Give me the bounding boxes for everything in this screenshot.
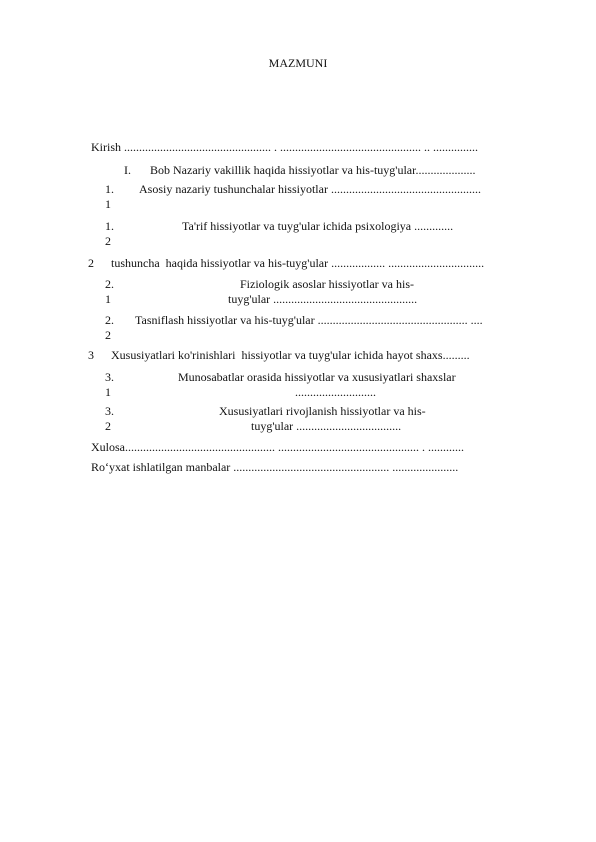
- toc-section-1-1-number: 1.: [105, 182, 114, 196]
- page-title: MAZMUNI: [268, 56, 328, 70]
- toc-entry-xulosa: Xulosa.................................................. ............................................... . ............: [91, 440, 464, 454]
- toc-chapter-1-number: I.: [124, 163, 131, 177]
- toc-section-2-2-title: Tasniflash hissiyotlar va his-tuyg'ular .................................................. ....: [135, 313, 483, 327]
- toc-chapter-3-title: Xususiyatlari ko'rinishlari hissiyotlar va tuyg'ular ichida hayot shaxs.........: [111, 348, 470, 362]
- toc-entry-kirish: Kirish ................................................. . ............................................... .. ...............: [91, 140, 478, 154]
- toc-section-1-1-title: Asosiy nazariy tushunchalar hissiyotlar ..................................................: [139, 182, 481, 196]
- toc-section-3-2-title: Xususiyatlari rivojlanish hissiyotlar va his-: [219, 404, 426, 418]
- toc-section-3-2-number: 3.: [105, 404, 114, 418]
- toc-chapter-1-title: Bob Nazariy vakillik haqida hissiyotlar va his-tuyg'ular....................: [150, 163, 476, 177]
- toc-section-3-2-title-cont: tuyg'ular ...................................: [251, 419, 402, 433]
- toc-section-1-2-title: Ta'rif hissiyotlar va tuyg'ular ichida psixologiya .............: [182, 219, 454, 233]
- toc-section-2-1-subnumber: 1: [105, 292, 111, 306]
- toc-section-3-2-subnumber: 2: [105, 419, 111, 433]
- toc-section-2-2-number: 2.: [105, 313, 114, 327]
- toc-section-3-1-number: 3.: [105, 370, 114, 384]
- toc-section-1-1-subnumber: 1: [105, 197, 111, 211]
- toc-section-1-2-number: 1.: [105, 219, 114, 233]
- toc-section-3-1-title-cont: ...........................: [295, 385, 376, 399]
- toc-section-1-2-subnumber: 2: [105, 234, 111, 248]
- toc-section-2-1-title: Fiziologik asoslar hissiyotlar va his-: [240, 277, 414, 291]
- toc-entry-royxat: Ro‘yxat ishlatilgan manbalar .................................................... ......................: [91, 460, 459, 474]
- toc-section-2-1-title-cont: tuyg'ular ................................................: [228, 292, 418, 306]
- toc-chapter-2-title: tushuncha haqida hissiyotlar va his-tuyg'ular .................. ................................: [111, 256, 485, 270]
- toc-section-2-1-number: 2.: [105, 277, 114, 291]
- toc-section-3-1-title: Munosabatlar orasida hissiyotlar va xususiyatlari shaxslar: [178, 370, 456, 384]
- toc-chapter-2-number: 2: [88, 256, 94, 270]
- toc-section-3-1-subnumber: 1: [105, 385, 111, 399]
- toc-section-2-2-subnumber: 2: [105, 328, 111, 342]
- toc-chapter-3-number: 3: [88, 348, 94, 362]
